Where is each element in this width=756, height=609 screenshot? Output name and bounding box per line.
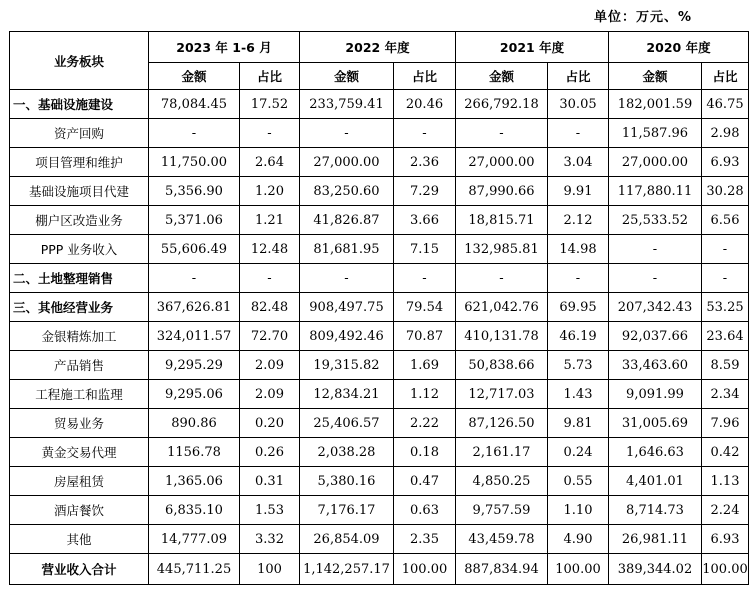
header-ratio: 占比	[240, 63, 300, 90]
amount-cell: 890.86	[149, 409, 240, 438]
row-label: 三、其他经营业务	[10, 293, 149, 322]
header-ratio: 占比	[702, 63, 749, 90]
ratio-cell: 2.98	[702, 119, 749, 148]
row-label: 房屋租赁	[10, 467, 149, 496]
amount-cell: 410,131.78	[456, 322, 548, 351]
ratio-cell: 30.05	[548, 90, 609, 119]
ratio-cell: 1.12	[394, 380, 456, 409]
amount-cell: 92,037.66	[609, 322, 702, 351]
ratio-cell: 1.21	[240, 206, 300, 235]
amount-cell: -	[456, 264, 548, 293]
amount-cell: 55,606.49	[149, 235, 240, 264]
row-label: PPP 业务收入	[10, 235, 149, 264]
amount-cell: 9,757.59	[456, 496, 548, 525]
row-label: 工程施工和监理	[10, 380, 149, 409]
ratio-cell: 9.81	[548, 409, 609, 438]
row-label: 棚户区改造业务	[10, 206, 149, 235]
ratio-cell: 5.73	[548, 351, 609, 380]
table-row	[10, 351, 749, 380]
header-period-2023h1: 2023 年 1-6 月	[149, 32, 300, 63]
header-period-2020: 2020 年度	[609, 32, 749, 63]
amount-cell: 33,463.60	[609, 351, 702, 380]
header-segment: 业务板块	[10, 32, 149, 90]
ratio-cell: 3.04	[548, 148, 609, 177]
amount-cell: 1156.78	[149, 438, 240, 467]
amount-cell: 78,084.45	[149, 90, 240, 119]
table-row	[10, 496, 749, 525]
ratio-cell: 3.66	[394, 206, 456, 235]
amount-cell: 50,838.66	[456, 351, 548, 380]
ratio-cell: 7.96	[702, 409, 749, 438]
ratio-cell: 2.24	[702, 496, 749, 525]
ratio-cell: -	[548, 264, 609, 293]
header-amount: 金额	[300, 63, 394, 90]
ratio-cell: 100.00	[548, 554, 609, 585]
row-label: 资产回购	[10, 119, 149, 148]
amount-cell: 445,711.25	[149, 554, 240, 585]
ratio-cell: 7.15	[394, 235, 456, 264]
ratio-cell: 2.22	[394, 409, 456, 438]
amount-cell: 81,681.95	[300, 235, 394, 264]
amount-cell: 9,091.99	[609, 380, 702, 409]
ratio-cell: -	[240, 119, 300, 148]
row-label: 营业收入合计	[10, 554, 149, 585]
ratio-cell: 0.20	[240, 409, 300, 438]
amount-cell: 1,365.06	[149, 467, 240, 496]
ratio-cell: 79.54	[394, 293, 456, 322]
amount-cell: 9,295.06	[149, 380, 240, 409]
ratio-cell: -	[548, 119, 609, 148]
ratio-cell: 2.35	[394, 525, 456, 554]
ratio-cell: 2.12	[548, 206, 609, 235]
table-row	[10, 322, 749, 351]
amount-cell: 182,001.59	[609, 90, 702, 119]
ratio-cell: 2.09	[240, 380, 300, 409]
amount-cell: 14,777.09	[149, 525, 240, 554]
amount-cell: 1,646.63	[609, 438, 702, 467]
amount-cell: 7,176.17	[300, 496, 394, 525]
ratio-cell: 6.56	[702, 206, 749, 235]
amount-cell: -	[149, 119, 240, 148]
header-amount: 金额	[149, 63, 240, 90]
ratio-cell: 1.53	[240, 496, 300, 525]
amount-cell: 887,834.94	[456, 554, 548, 585]
ratio-cell: 72.70	[240, 322, 300, 351]
amount-cell: 8,714.73	[609, 496, 702, 525]
amount-cell: 12,717.03	[456, 380, 548, 409]
amount-cell: 809,492.46	[300, 322, 394, 351]
ratio-cell: 1.13	[702, 467, 749, 496]
table-row	[10, 554, 749, 585]
amount-cell: 5,380.16	[300, 467, 394, 496]
amount-cell: 43,459.78	[456, 525, 548, 554]
amount-cell: 12,834.21	[300, 380, 394, 409]
amount-cell: 2,161.17	[456, 438, 548, 467]
amount-cell: 26,981.11	[609, 525, 702, 554]
ratio-cell: 46.19	[548, 322, 609, 351]
table-row	[10, 148, 749, 177]
table-row	[10, 438, 749, 467]
ratio-cell: 100	[240, 554, 300, 585]
amount-cell: 5,371.06	[149, 206, 240, 235]
amount-cell: 266,792.18	[456, 90, 548, 119]
ratio-cell: 1.10	[548, 496, 609, 525]
ratio-cell: -	[394, 119, 456, 148]
table-row	[10, 293, 749, 322]
ratio-cell: 1.20	[240, 177, 300, 206]
row-label: 酒店餐饮	[10, 496, 149, 525]
amount-cell: 25,533.52	[609, 206, 702, 235]
amount-cell: 621,042.76	[456, 293, 548, 322]
ratio-cell: 0.31	[240, 467, 300, 496]
header-ratio: 占比	[394, 63, 456, 90]
amount-cell: 25,406.57	[300, 409, 394, 438]
unit-note: 单位：万元、%	[593, 10, 692, 25]
ratio-cell: 23.64	[702, 322, 749, 351]
table-body	[10, 90, 749, 585]
row-label: 产品销售	[10, 351, 149, 380]
ratio-cell: 17.52	[240, 90, 300, 119]
amount-cell: 27,000.00	[609, 148, 702, 177]
ratio-cell: 6.93	[702, 525, 749, 554]
amount-cell: 233,759.41	[300, 90, 394, 119]
header-period-2021: 2021 年度	[456, 32, 609, 63]
ratio-cell: 70.87	[394, 322, 456, 351]
amount-cell: -	[300, 119, 394, 148]
ratio-cell: 100.00	[702, 554, 749, 585]
amount-cell: 207,342.43	[609, 293, 702, 322]
row-label: 金银精炼加工	[10, 322, 149, 351]
amount-cell: 2,038.28	[300, 438, 394, 467]
ratio-cell: 9.91	[548, 177, 609, 206]
amount-cell: 5,356.90	[149, 177, 240, 206]
revenue-breakdown-table	[9, 31, 749, 585]
ratio-cell: 8.59	[702, 351, 749, 380]
amount-cell: -	[149, 264, 240, 293]
amount-cell: -	[300, 264, 394, 293]
ratio-cell: 0.42	[702, 438, 749, 467]
row-label: 其他	[10, 525, 149, 554]
header-amount: 金额	[456, 63, 548, 90]
ratio-cell: 14.98	[548, 235, 609, 264]
header-ratio: 占比	[548, 63, 609, 90]
amount-cell: -	[609, 264, 702, 293]
amount-cell: 367,626.81	[149, 293, 240, 322]
amount-cell: 324,011.57	[149, 322, 240, 351]
ratio-cell: 82.48	[240, 293, 300, 322]
amount-cell: 9,295.29	[149, 351, 240, 380]
ratio-cell: 6.93	[702, 148, 749, 177]
ratio-cell: -	[702, 235, 749, 264]
amount-cell: -	[609, 235, 702, 264]
ratio-cell: 1.43	[548, 380, 609, 409]
amount-cell: 83,250.60	[300, 177, 394, 206]
amount-cell: 4,850.25	[456, 467, 548, 496]
amount-cell: 27,000.00	[300, 148, 394, 177]
ratio-cell: 46.75	[702, 90, 749, 119]
amount-cell: 4,401.01	[609, 467, 702, 496]
amount-cell: 18,815.71	[456, 206, 548, 235]
ratio-cell: 20.46	[394, 90, 456, 119]
amount-cell: 41,826.87	[300, 206, 394, 235]
row-label: 基础设施项目代建	[10, 177, 149, 206]
ratio-cell: 2.09	[240, 351, 300, 380]
ratio-cell: -	[702, 264, 749, 293]
amount-cell: 87,990.66	[456, 177, 548, 206]
ratio-cell: 0.24	[548, 438, 609, 467]
amount-cell: 132,985.81	[456, 235, 548, 264]
table-row	[10, 467, 749, 496]
ratio-cell: 69.95	[548, 293, 609, 322]
ratio-cell: 0.55	[548, 467, 609, 496]
row-label: 贸易业务	[10, 409, 149, 438]
table-row	[10, 380, 749, 409]
amount-cell: 908,497.75	[300, 293, 394, 322]
ratio-cell: 0.63	[394, 496, 456, 525]
row-label: 项目管理和维护	[10, 148, 149, 177]
ratio-cell: 3.32	[240, 525, 300, 554]
amount-cell: 87,126.50	[456, 409, 548, 438]
amount-cell: 1,142,257.17	[300, 554, 394, 585]
table-row	[10, 119, 749, 148]
ratio-cell: 0.26	[240, 438, 300, 467]
ratio-cell: 53.25	[702, 293, 749, 322]
ratio-cell: 1.69	[394, 351, 456, 380]
table-row	[10, 235, 749, 264]
table-row	[10, 90, 749, 119]
amount-cell: 389,344.02	[609, 554, 702, 585]
ratio-cell: 0.47	[394, 467, 456, 496]
ratio-cell: 2.64	[240, 148, 300, 177]
header-period-2022: 2022 年度	[300, 32, 456, 63]
amount-cell: 6,835.10	[149, 496, 240, 525]
amount-cell: 11,750.00	[149, 148, 240, 177]
amount-cell: 117,880.11	[609, 177, 702, 206]
ratio-cell: -	[240, 264, 300, 293]
amount-cell: 19,315.82	[300, 351, 394, 380]
row-label: 二、土地整理销售	[10, 264, 149, 293]
ratio-cell: 2.34	[702, 380, 749, 409]
table-row	[10, 525, 749, 554]
ratio-cell: 0.18	[394, 438, 456, 467]
table-row	[10, 409, 749, 438]
amount-cell: 27,000.00	[456, 148, 548, 177]
header-amount: 金额	[609, 63, 702, 90]
ratio-cell: 7.29	[394, 177, 456, 206]
table-row	[10, 206, 749, 235]
row-label: 一、基础设施建设	[10, 90, 149, 119]
amount-cell: 26,854.09	[300, 525, 394, 554]
ratio-cell: 100.00	[394, 554, 456, 585]
ratio-cell: -	[394, 264, 456, 293]
ratio-cell: 12.48	[240, 235, 300, 264]
table-row	[10, 177, 749, 206]
ratio-cell: 30.28	[702, 177, 749, 206]
amount-cell: -	[456, 119, 548, 148]
amount-cell: 11,587.96	[609, 119, 702, 148]
row-label: 黄金交易代理	[10, 438, 149, 467]
amount-cell: 31,005.69	[609, 409, 702, 438]
ratio-cell: 2.36	[394, 148, 456, 177]
ratio-cell: 4.90	[548, 525, 609, 554]
table-row	[10, 264, 749, 293]
